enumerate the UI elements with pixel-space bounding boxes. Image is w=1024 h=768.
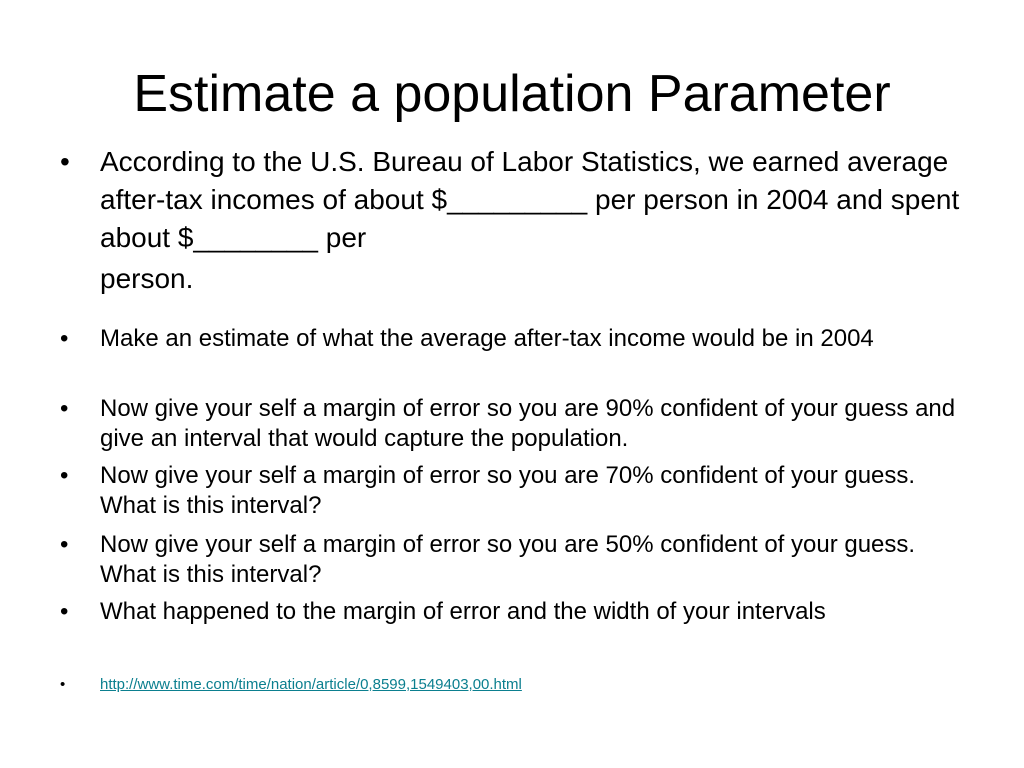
bullet-text: Make an estimate of what the average after-tax income would be in 2004 [100, 325, 874, 352]
bullet-text-main: According to the U.S. Bureau of Labor Statistics, we earned average after-tax incomes of about $_________ per person in 2004 and spent about $________ per [100, 146, 960, 253]
bullet-point-icon: • [60, 598, 69, 625]
bullet-text: Now give your self a margin of error so you are 70% confident of your guess. What is this interval? [100, 462, 916, 519]
bullet-point-icon: • [60, 325, 69, 352]
slide-title: Estimate a population Parameter [133, 65, 891, 123]
bullet-point-icon: • [60, 531, 69, 558]
source-link[interactable]: http://www.time.com/time/nation/article/0,8599,1549403,00.html [100, 676, 522, 693]
bullet-point-icon: • [60, 395, 69, 422]
bullet-text: Now give your self a margin of error so you are 90% confident of your guess and give an interval that would capture the population. [100, 395, 956, 452]
bullet-text: What happened to the margin of error and the width of your intervals [100, 598, 826, 625]
bullet-point-icon: • [60, 676, 66, 693]
bullet-text-tail: person. [100, 263, 194, 294]
bullet-text [100, 143, 960, 298]
bullet-text [100, 676, 960, 694]
bullet-text: Now give your self a margin of error so you are 50% confident of your guess. What is this interval? [100, 531, 916, 588]
bullet-point-icon: • [60, 462, 69, 489]
bullet-point-icon: • [60, 146, 70, 177]
